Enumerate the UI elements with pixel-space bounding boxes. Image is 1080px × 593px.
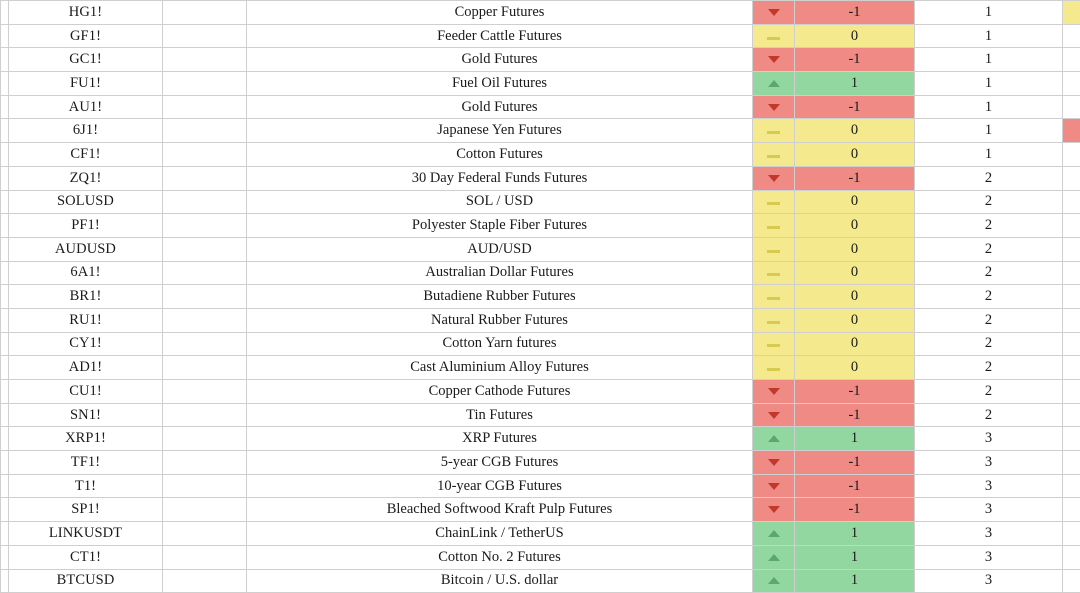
triangle-down-icon	[768, 459, 780, 466]
dash-icon	[767, 250, 780, 253]
cell-instrument-name: 30 Day Federal Funds Futures	[247, 166, 753, 190]
cell-symbol: LINKUSDT	[9, 522, 163, 546]
cell-trend-icon	[753, 48, 795, 72]
row-gutter-right	[1063, 545, 1080, 569]
cell-trend-icon	[753, 190, 795, 214]
cell-trend-value: 1	[795, 427, 915, 451]
cell-group: 1	[915, 95, 1063, 119]
cell-symbol: HG1!	[9, 1, 163, 25]
cell-blank	[163, 190, 247, 214]
cell-trend-value: -1	[795, 451, 915, 475]
table-row[interactable]	[1, 403, 1080, 427]
row-gutter-left	[1, 308, 9, 332]
triangle-down-icon	[768, 388, 780, 395]
row-gutter-right	[1063, 308, 1080, 332]
row-gutter-left	[1, 24, 9, 48]
table-row[interactable]	[1, 332, 1080, 356]
row-gutter-right	[1063, 498, 1080, 522]
cell-symbol: AUDUSD	[9, 237, 163, 261]
cell-group: 3	[915, 451, 1063, 475]
table-row[interactable]	[1, 451, 1080, 475]
cell-symbol: ZQ1!	[9, 166, 163, 190]
cell-trend-value: 1	[795, 545, 915, 569]
cell-group: 1	[915, 143, 1063, 167]
row-gutter-left	[1, 427, 9, 451]
dash-icon	[767, 297, 780, 300]
cell-group: 3	[915, 545, 1063, 569]
row-gutter-left	[1, 380, 9, 404]
cell-instrument-name: Australian Dollar Futures	[247, 261, 753, 285]
cell-blank	[163, 356, 247, 380]
table-row[interactable]	[1, 522, 1080, 546]
cell-trend-icon	[753, 569, 795, 593]
cell-trend-value: 0	[795, 119, 915, 143]
cell-trend-icon	[753, 285, 795, 309]
cell-group: 2	[915, 285, 1063, 309]
triangle-down-icon	[768, 483, 780, 490]
row-gutter-left	[1, 261, 9, 285]
row-gutter-right	[1063, 48, 1080, 72]
cell-symbol: BTCUSD	[9, 569, 163, 593]
cell-blank	[163, 166, 247, 190]
triangle-down-icon	[768, 506, 780, 513]
cell-instrument-name: Fuel Oil Futures	[247, 72, 753, 96]
cell-symbol: SN1!	[9, 403, 163, 427]
table-row[interactable]	[1, 24, 1080, 48]
row-gutter-right	[1063, 95, 1080, 119]
cell-trend-value: 0	[795, 143, 915, 167]
dash-icon	[767, 273, 780, 276]
cell-symbol: SP1!	[9, 498, 163, 522]
row-gutter-right	[1063, 72, 1080, 96]
cell-trend-icon	[753, 545, 795, 569]
cell-blank	[163, 545, 247, 569]
dash-icon	[767, 37, 780, 40]
row-gutter-right	[1063, 119, 1080, 143]
cell-trend-icon	[753, 332, 795, 356]
triangle-up-icon	[768, 577, 780, 584]
cell-blank	[163, 474, 247, 498]
dash-icon	[767, 321, 780, 324]
cell-symbol: GC1!	[9, 48, 163, 72]
cell-trend-icon	[753, 95, 795, 119]
row-gutter-right	[1063, 403, 1080, 427]
cell-group: 1	[915, 24, 1063, 48]
row-gutter-right	[1063, 237, 1080, 261]
cell-trend-icon	[753, 451, 795, 475]
cell-group: 1	[915, 72, 1063, 96]
row-gutter-left	[1, 48, 9, 72]
triangle-up-icon	[768, 80, 780, 87]
cell-symbol: XRP1!	[9, 427, 163, 451]
cell-trend-value: -1	[795, 474, 915, 498]
row-gutter-right	[1063, 143, 1080, 167]
cell-symbol: GF1!	[9, 24, 163, 48]
row-gutter-right	[1063, 474, 1080, 498]
table-row[interactable]	[1, 190, 1080, 214]
row-gutter-left	[1, 451, 9, 475]
table-row[interactable]	[1, 237, 1080, 261]
cell-trend-value: -1	[795, 1, 915, 25]
cell-blank	[163, 237, 247, 261]
dash-icon	[767, 226, 780, 229]
cell-trend-value: -1	[795, 380, 915, 404]
cell-symbol: SOLUSD	[9, 190, 163, 214]
cell-instrument-name: Gold Futures	[247, 95, 753, 119]
table-row[interactable]	[1, 498, 1080, 522]
row-gutter-right	[1063, 1, 1080, 25]
dash-icon	[767, 202, 780, 205]
cell-symbol: 6A1!	[9, 261, 163, 285]
cell-group: 2	[915, 237, 1063, 261]
cell-blank	[163, 522, 247, 546]
table-row[interactable]	[1, 1, 1080, 25]
table-row[interactable]	[1, 48, 1080, 72]
row-gutter-left	[1, 95, 9, 119]
row-gutter-right	[1063, 522, 1080, 546]
table-row[interactable]	[1, 308, 1080, 332]
cell-blank	[163, 285, 247, 309]
cell-trend-icon	[753, 380, 795, 404]
cell-blank	[163, 1, 247, 25]
cell-instrument-name: Cotton No. 2 Futures	[247, 545, 753, 569]
row-gutter-left	[1, 237, 9, 261]
cell-group: 2	[915, 356, 1063, 380]
row-gutter-left	[1, 356, 9, 380]
triangle-down-icon	[768, 104, 780, 111]
row-gutter-right	[1063, 451, 1080, 475]
cell-symbol: AU1!	[9, 95, 163, 119]
cell-group: 2	[915, 190, 1063, 214]
cell-trend-value: 1	[795, 72, 915, 96]
row-gutter-right	[1063, 569, 1080, 593]
table-body	[1, 1, 1080, 593]
cell-trend-value: -1	[795, 166, 915, 190]
cell-group: 3	[915, 474, 1063, 498]
row-gutter-left	[1, 569, 9, 593]
cell-symbol: AD1!	[9, 356, 163, 380]
cell-trend-icon	[753, 356, 795, 380]
cell-blank	[163, 427, 247, 451]
cell-trend-value: 1	[795, 522, 915, 546]
cell-trend-value: -1	[795, 403, 915, 427]
cell-instrument-name: Japanese Yen Futures	[247, 119, 753, 143]
cell-instrument-name: Copper Futures	[247, 1, 753, 25]
cell-blank	[163, 24, 247, 48]
cell-blank	[163, 214, 247, 238]
cell-symbol: CT1!	[9, 545, 163, 569]
cell-instrument-name: Feeder Cattle Futures	[247, 24, 753, 48]
cell-trend-value: 0	[795, 237, 915, 261]
cell-instrument-name: XRP Futures	[247, 427, 753, 451]
cell-symbol: RU1!	[9, 308, 163, 332]
row-gutter-right	[1063, 356, 1080, 380]
dash-icon	[767, 131, 780, 134]
row-gutter-right	[1063, 427, 1080, 451]
row-gutter-right	[1063, 380, 1080, 404]
cell-trend-icon	[753, 403, 795, 427]
cell-symbol: TF1!	[9, 451, 163, 475]
cell-symbol: T1!	[9, 474, 163, 498]
table-row[interactable]	[1, 380, 1080, 404]
table-row[interactable]	[1, 143, 1080, 167]
row-gutter-right	[1063, 285, 1080, 309]
cell-blank	[163, 332, 247, 356]
cell-instrument-name: 5-year CGB Futures	[247, 451, 753, 475]
cell-trend-icon	[753, 261, 795, 285]
cell-symbol: 6J1!	[9, 119, 163, 143]
cell-trend-value: 0	[795, 332, 915, 356]
cell-instrument-name: Cotton Futures	[247, 143, 753, 167]
cell-blank	[163, 451, 247, 475]
cell-trend-icon	[753, 1, 795, 25]
cell-group: 2	[915, 166, 1063, 190]
cell-blank	[163, 308, 247, 332]
cell-group: 2	[915, 214, 1063, 238]
table-row[interactable]	[1, 285, 1080, 309]
table-row[interactable]	[1, 214, 1080, 238]
row-gutter-left	[1, 143, 9, 167]
cell-symbol: PF1!	[9, 214, 163, 238]
cell-group: 3	[915, 522, 1063, 546]
cell-instrument-name: Polyester Staple Fiber Futures	[247, 214, 753, 238]
row-gutter-left	[1, 498, 9, 522]
cell-trend-icon	[753, 24, 795, 48]
triangle-down-icon	[768, 412, 780, 419]
cell-trend-icon	[753, 427, 795, 451]
cell-instrument-name: AUD/USD	[247, 237, 753, 261]
cell-trend-icon	[753, 72, 795, 96]
cell-symbol: FU1!	[9, 72, 163, 96]
table-row[interactable]	[1, 166, 1080, 190]
cell-blank	[163, 403, 247, 427]
triangle-up-icon	[768, 530, 780, 537]
cell-trend-icon	[753, 119, 795, 143]
cell-instrument-name: Cast Aluminium Alloy Futures	[247, 356, 753, 380]
cell-blank	[163, 569, 247, 593]
cell-group: 2	[915, 261, 1063, 285]
row-gutter-left	[1, 332, 9, 356]
cell-symbol: CU1!	[9, 380, 163, 404]
cell-trend-icon	[753, 308, 795, 332]
cell-trend-icon	[753, 474, 795, 498]
cell-blank	[163, 261, 247, 285]
table-row[interactable]	[1, 474, 1080, 498]
cell-group: 1	[915, 1, 1063, 25]
cell-trend-value: 0	[795, 190, 915, 214]
triangle-down-icon	[768, 56, 780, 63]
cell-group: 1	[915, 48, 1063, 72]
cell-blank	[163, 380, 247, 404]
row-gutter-left	[1, 166, 9, 190]
dash-icon	[767, 368, 780, 371]
row-gutter-left	[1, 285, 9, 309]
dash-icon	[767, 155, 780, 158]
cell-group: 2	[915, 308, 1063, 332]
cell-trend-icon	[753, 214, 795, 238]
row-gutter-right	[1063, 261, 1080, 285]
cell-blank	[163, 143, 247, 167]
cell-trend-value: 0	[795, 24, 915, 48]
cell-instrument-name: SOL / USD	[247, 190, 753, 214]
cell-group: 1	[915, 119, 1063, 143]
cell-trend-icon	[753, 237, 795, 261]
cell-instrument-name: Bleached Softwood Kraft Pulp Futures	[247, 498, 753, 522]
row-gutter-left	[1, 119, 9, 143]
cell-trend-value: -1	[795, 95, 915, 119]
row-gutter-right	[1063, 214, 1080, 238]
cell-symbol: CY1!	[9, 332, 163, 356]
cell-trend-value: 1	[795, 569, 915, 593]
cell-trend-value: 0	[795, 214, 915, 238]
cell-blank	[163, 48, 247, 72]
cell-blank	[163, 498, 247, 522]
cell-instrument-name: Bitcoin / U.S. dollar	[247, 569, 753, 593]
table-row[interactable]	[1, 545, 1080, 569]
cell-trend-value: 0	[795, 285, 915, 309]
cell-trend-icon	[753, 166, 795, 190]
cell-instrument-name: Copper Cathode Futures	[247, 380, 753, 404]
cell-trend-icon	[753, 498, 795, 522]
cell-instrument-name: Natural Rubber Futures	[247, 308, 753, 332]
triangle-up-icon	[768, 435, 780, 442]
cell-trend-value: 0	[795, 356, 915, 380]
table-row[interactable]	[1, 261, 1080, 285]
dash-icon	[767, 344, 780, 347]
cell-group: 3	[915, 569, 1063, 593]
cell-blank	[163, 119, 247, 143]
row-gutter-right	[1063, 332, 1080, 356]
table-row[interactable]	[1, 569, 1080, 593]
row-gutter-left	[1, 190, 9, 214]
table-row[interactable]	[1, 95, 1080, 119]
cell-instrument-name: Butadiene Rubber Futures	[247, 285, 753, 309]
cell-trend-value: -1	[795, 48, 915, 72]
cell-instrument-name: Cotton Yarn futures	[247, 332, 753, 356]
cell-group: 2	[915, 380, 1063, 404]
row-gutter-left	[1, 1, 9, 25]
row-gutter-left	[1, 72, 9, 96]
cell-trend-value: 0	[795, 261, 915, 285]
row-gutter-right	[1063, 166, 1080, 190]
cell-instrument-name: Gold Futures	[247, 48, 753, 72]
cell-group: 3	[915, 498, 1063, 522]
triangle-down-icon	[768, 175, 780, 182]
cell-group: 2	[915, 332, 1063, 356]
cell-trend-icon	[753, 143, 795, 167]
triangle-up-icon	[768, 554, 780, 561]
triangle-down-icon	[768, 9, 780, 16]
table-row[interactable]	[1, 427, 1080, 451]
cell-symbol: BR1!	[9, 285, 163, 309]
table-row[interactable]	[1, 119, 1080, 143]
cell-instrument-name: ChainLink / TetherUS	[247, 522, 753, 546]
cell-symbol: CF1!	[9, 143, 163, 167]
row-gutter-right	[1063, 190, 1080, 214]
cell-trend-icon	[753, 522, 795, 546]
row-gutter-left	[1, 522, 9, 546]
row-gutter-right	[1063, 24, 1080, 48]
cell-group: 3	[915, 427, 1063, 451]
table-row[interactable]	[1, 72, 1080, 96]
cell-trend-value: -1	[795, 498, 915, 522]
row-gutter-left	[1, 214, 9, 238]
cell-trend-value: 0	[795, 308, 915, 332]
table-row[interactable]	[1, 356, 1080, 380]
row-gutter-left	[1, 403, 9, 427]
row-gutter-left	[1, 474, 9, 498]
cell-instrument-name: 10-year CGB Futures	[247, 474, 753, 498]
cell-instrument-name: Tin Futures	[247, 403, 753, 427]
row-gutter-left	[1, 545, 9, 569]
cell-group: 2	[915, 403, 1063, 427]
cell-blank	[163, 72, 247, 96]
cell-blank	[163, 95, 247, 119]
